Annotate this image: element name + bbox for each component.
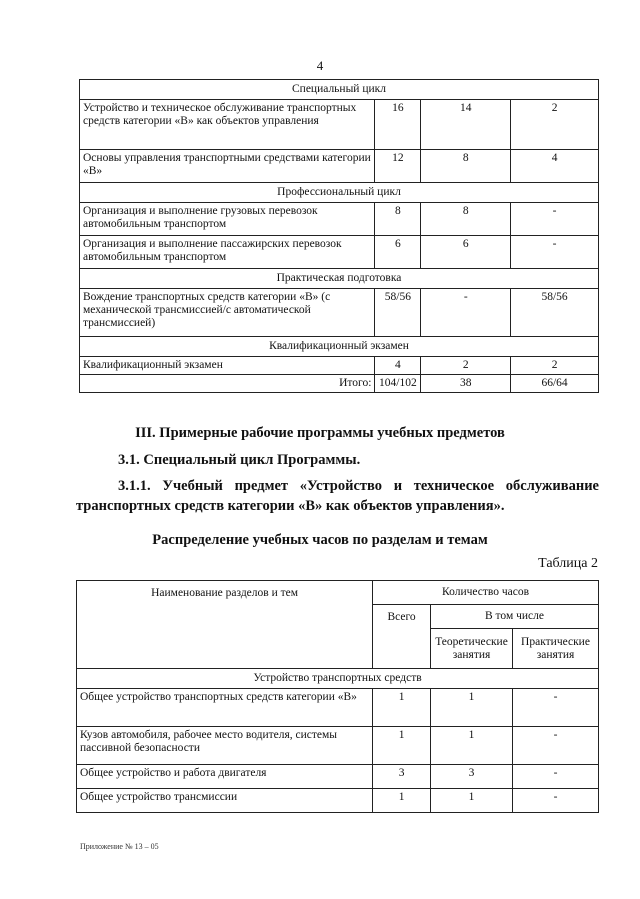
section-heading: III. Примерные рабочие программы учебных предметов (135, 425, 505, 441)
total-hours: 1 (373, 689, 431, 727)
theory-hours: 8 (421, 203, 511, 236)
subject-name: Организация и выполнение грузовых перевозок автомобильным транспортом (80, 203, 375, 236)
section-title: Специальный цикл (80, 80, 599, 100)
total-hours: 58/56 (375, 289, 421, 337)
theory-hours: 1 (431, 727, 513, 765)
page-number: 4 (316, 58, 324, 73)
section-row (80, 337, 599, 357)
header-including: В том числе (431, 605, 599, 629)
header-hours: Количество часов (373, 581, 599, 605)
section-row (80, 183, 599, 203)
topics-hours-table (76, 580, 599, 813)
section-row (80, 80, 599, 100)
topic-name: Общее устройство трансмиссии (77, 789, 373, 813)
table-row (77, 689, 599, 727)
section-row (77, 669, 599, 689)
table-label: Таблица 2 (538, 556, 598, 571)
practice-hours: - (513, 689, 599, 727)
section-title: Профессиональный цикл (80, 183, 599, 203)
total-hours: 6 (375, 236, 421, 269)
section-title: Квалификационный экзамен (80, 337, 599, 357)
section-row (80, 269, 599, 289)
practice-hours: - (513, 789, 599, 813)
theory-hours: - (421, 289, 511, 337)
hours-summary-table (79, 79, 599, 393)
total-hours: 3 (373, 765, 431, 789)
section-title: Устройство транспортных средств (77, 669, 599, 689)
section-title: Практическая подготовка (80, 269, 599, 289)
table-row (80, 357, 599, 375)
practice-hours: 4 (511, 150, 599, 183)
practice-hours: - (513, 765, 599, 789)
cycle-heading: 3.1. Специальный цикл Программы. (118, 452, 361, 468)
theory-hours: 1 (431, 789, 513, 813)
table-row (77, 727, 599, 765)
table-row (77, 789, 599, 813)
theory-hours: 2 (421, 357, 511, 375)
subject-name: Квалификационный экзамен (80, 357, 375, 375)
topic-name: Общее устройство транспортных средств категории «В» (77, 689, 373, 727)
table-row (80, 203, 599, 236)
theory-hours: 6 (421, 236, 511, 269)
table-row (80, 150, 599, 183)
table-row (77, 765, 599, 789)
subject-name: Вождение транспортных средств категории «В» (с механической трансмиссией/с автоматической трансмиссией) (80, 289, 375, 337)
practice-hours: - (511, 203, 599, 236)
header-theory: Теоретические занятия (431, 629, 513, 669)
total-hours: 1 (373, 727, 431, 765)
table-row (80, 236, 599, 269)
total-row (80, 375, 599, 393)
subject-name: Организация и выполнение пассажирских перевозок автомобильным транспортом (80, 236, 375, 269)
total-hours: 16 (375, 100, 421, 150)
subject-name: Устройство и техническое обслуживание транспортных средств категории «В» как объектов управления (80, 100, 375, 150)
topic-name: Кузов автомобиля, рабочее место водителя, системы пассивной безопасности (77, 727, 373, 765)
header-name: Наименование разделов и тем (77, 581, 373, 669)
total-hours: 104/102 (375, 375, 421, 393)
table-row (80, 100, 599, 150)
topic-name: Общее устройство и работа двигателя (77, 765, 373, 789)
total-hours: 1 (373, 789, 431, 813)
practice-hours: 66/64 (511, 375, 599, 393)
practice-hours: - (511, 236, 599, 269)
header-practice: Практические занятия (513, 629, 599, 669)
total-label: Итого: (80, 375, 375, 393)
table-row (80, 289, 599, 337)
theory-hours: 1 (431, 689, 513, 727)
footer-note: Приложение № 13 – 05 (80, 842, 159, 851)
practice-hours: 58/56 (511, 289, 599, 337)
subject-heading: 3.1.1. Учебный предмет «Устройство и техническое обслуживание транспортных средств категории «В» как объектов управления». (76, 478, 599, 514)
theory-hours: 14 (421, 100, 511, 150)
total-hours: 4 (375, 357, 421, 375)
theory-hours: 38 (421, 375, 511, 393)
header-total: Всего (373, 605, 431, 669)
theory-hours: 8 (421, 150, 511, 183)
subject-name: Основы управления транспортными средствами категории «В» (80, 150, 375, 183)
total-hours: 12 (375, 150, 421, 183)
practice-hours: 2 (511, 357, 599, 375)
practice-hours: - (513, 727, 599, 765)
distribution-heading: Распределение учебных часов по разделам и темам (152, 532, 488, 548)
total-hours: 8 (375, 203, 421, 236)
practice-hours: 2 (511, 100, 599, 150)
theory-hours: 3 (431, 765, 513, 789)
